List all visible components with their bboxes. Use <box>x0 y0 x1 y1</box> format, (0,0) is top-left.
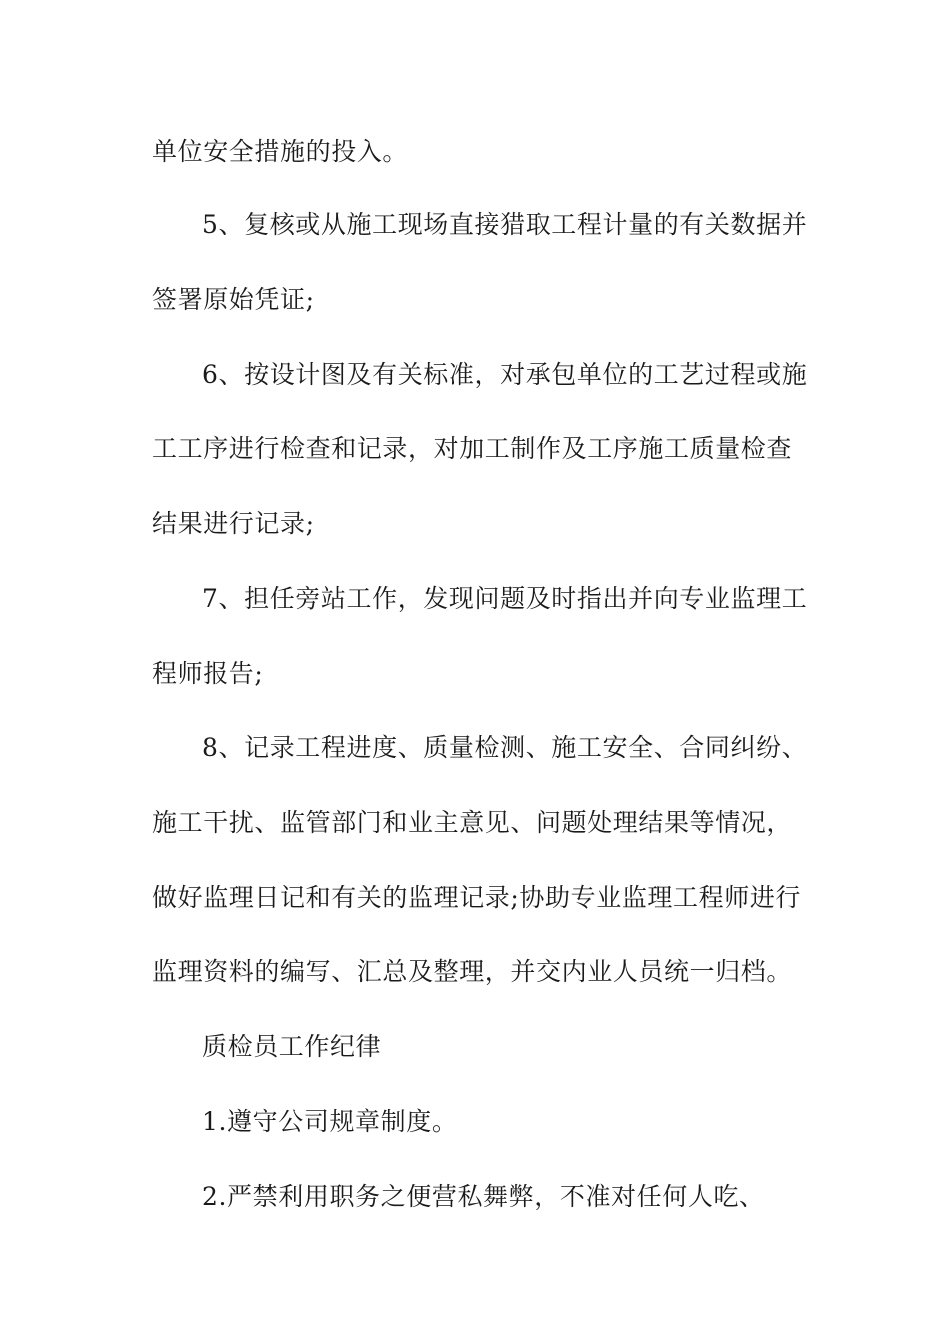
text-line: 工工序进行检查和记录，对加工制作及工序施工质量检查 <box>152 434 793 463</box>
text-line: 1.遵守公司规章制度。 <box>202 1107 458 1136</box>
text-line: 单位安全措施的投入。 <box>152 137 409 166</box>
text-line: 签署原始凭证; <box>152 285 315 314</box>
text-line: 做好监理日记和有关的监理记录;协助专业监理工程师进行 <box>152 883 802 912</box>
text-line: 程师报告; <box>152 659 264 688</box>
text-line: 监理资料的编写、汇总及整理，并交内业人员统一归档。 <box>152 957 793 986</box>
section-heading: 质检员工作纪律 <box>202 1032 382 1061</box>
text-line: 7、担任旁站工作，发现问题及时指出并向专业监理工 <box>202 584 808 613</box>
text-line: 结果进行记录; <box>152 509 315 538</box>
text-line: 施工干扰、监管部门和业主意见、问题处理结果等情况， <box>152 808 793 837</box>
text-line: 5、复核或从施工现场直接猎取工程计量的有关数据并 <box>202 210 808 239</box>
text-line: 6、按设计图及有关标准，对承包单位的工艺过程或施 <box>202 360 808 389</box>
text-line: 8、记录工程进度、质量检测、施工安全、合同纠纷、 <box>202 733 808 762</box>
text-line: 2.严禁利用职务之便营私舞弊，不准对任何人吃、 <box>202 1182 765 1211</box>
